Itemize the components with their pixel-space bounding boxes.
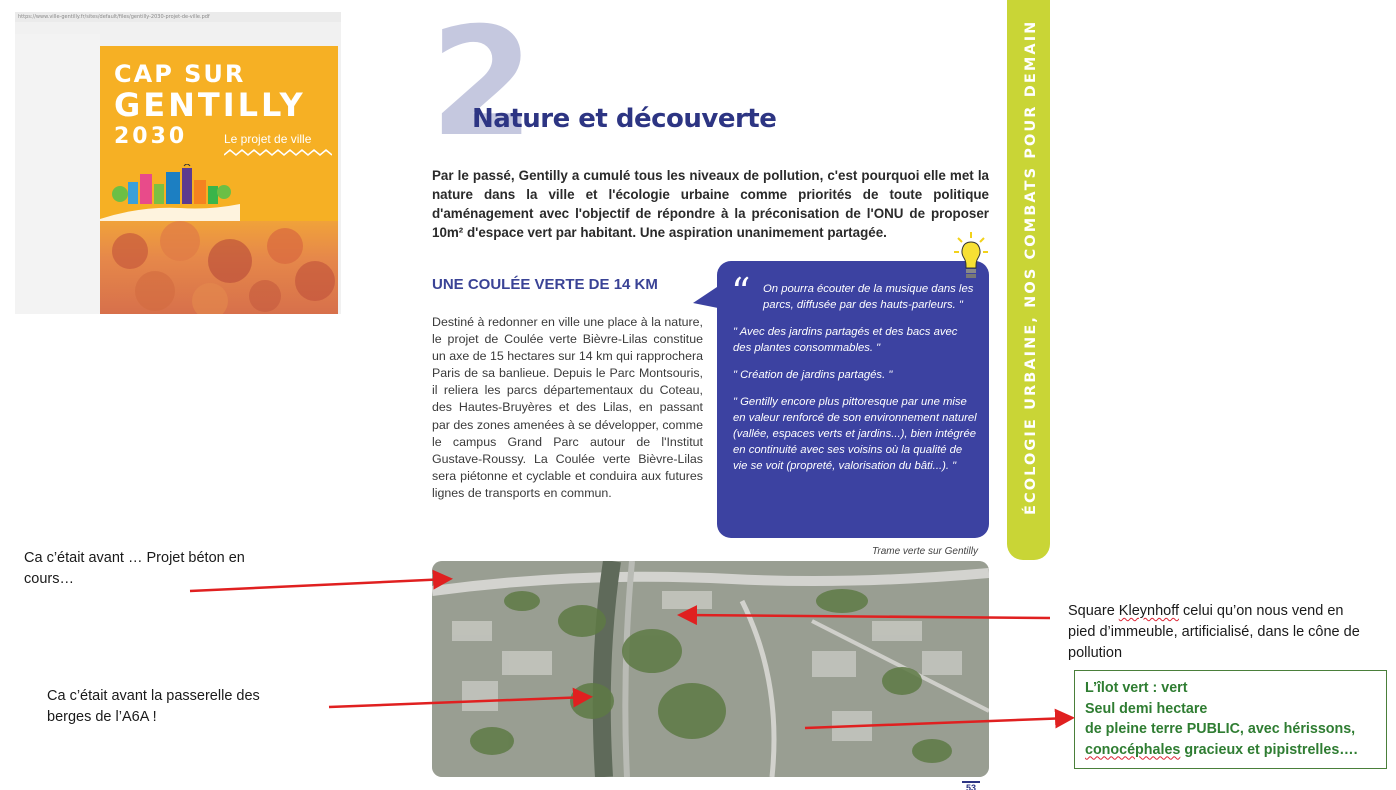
- subsection-title: UNE COULÉE VERTE DE 14 KM: [432, 276, 658, 293]
- chapter-number: 2: [430, 0, 535, 170]
- quote-item: " Avec des jardins partagés et des bacs avec des plantes consommables. ": [733, 326, 958, 354]
- section-title: Nature et découverte: [472, 104, 777, 134]
- cover-title-line2: GENTILLY: [114, 86, 306, 124]
- green-box-line2: Seul demi hectare: [1085, 700, 1208, 717]
- body-paragraph: Destiné à redonner en ville une place à la nature, le projet de Coulée verte Bièvre-Lilas constitue un axe de 15 hectares sur 14 km qui rapprochera Paris de sa banlieue. Depuis le Parc Montsouris, il reliera les parcs départementaux du Coteau, des Hautes-Bruyères et des Lilas, en passant par des zones amenées à se développer, comme le campus Grand Parc autour de l'Institut Gustave-Roussy. La Coulée verte Bièvre-Lilas sera piétonne et cyclable et conduira aux futures lignes de transports en commun.: [432, 315, 703, 500]
- page-number: 53: [962, 781, 980, 790]
- annotation-before-concrete: Ca c’était avant … Projet béton en cours…: [24, 550, 245, 587]
- arrow-4: [805, 718, 1070, 728]
- arrow-1: [190, 579, 448, 591]
- arrow-3: [682, 615, 1050, 618]
- intro-paragraph: Par le passé, Gentilly a cumulé tous les niveaux de pollution, c'est pourquoi elle met la nature dans la ville et l'écologie urbaine comme priorités de toute politique d'aménagement avec l'objectif de répondre à la préconisation de l'ONU de proposer 10m² d'espace vert par habitant. Une aspiration unanimement partagée.: [432, 168, 989, 240]
- cover-title-line3: 2030: [114, 124, 188, 149]
- quote-mark-icon: “: [731, 270, 751, 314]
- thumbnail-url: https://www.ville-gentilly.fr/sites/default/files/gentilly-2030-projet-de-ville.pdf: [15, 12, 341, 22]
- quote-item: " Gentilly encore plus pittoresque par une mise en valeur renforcé de son environnement naturel (vallée, espaces verts et jardins...), bien intégrée en continuité avec ses voisins où la qualité de vie se voit (propreté, valorisation du bâti...). ": [733, 396, 977, 472]
- annotation-before-footbridge: Ca c’était avant la passerelle des berges de l’A6A !: [47, 688, 260, 725]
- cover-subtitle: Le projet de ville: [224, 132, 312, 146]
- green-box-line3: de pleine terre PUBLIC, avec hérissons,: [1085, 721, 1356, 737]
- quote-item: " Création de jardins partagés. ": [733, 369, 893, 381]
- cover-title-line1: CAP SUR: [114, 60, 246, 88]
- green-box-line4-rest: gracieux et pipistrelles….: [1180, 741, 1358, 758]
- annotation-square-name: Kleynhoff: [1118, 603, 1179, 619]
- quote-item: On pourra écouter de la musique dans les parcs, diffusée par des hauts-parleurs. ": [763, 283, 974, 311]
- image-caption: Trame verte sur Gentilly: [872, 546, 978, 557]
- annotation-square-post: celui qu’on nous vend en pied d’immeuble, artificialisé, dans le cône de pollution: [1068, 603, 1360, 661]
- green-box-line1: L’îlot vert : vert: [1085, 680, 1188, 696]
- side-tab-label: ÉCOLOGIE URBAINE, NOS COMBATS POUR DEMAIN: [1023, 19, 1039, 515]
- annotation-square-pre: Square: [1068, 603, 1119, 619]
- green-box-species: conocéphales: [1085, 741, 1181, 758]
- arrow-2: [329, 697, 588, 707]
